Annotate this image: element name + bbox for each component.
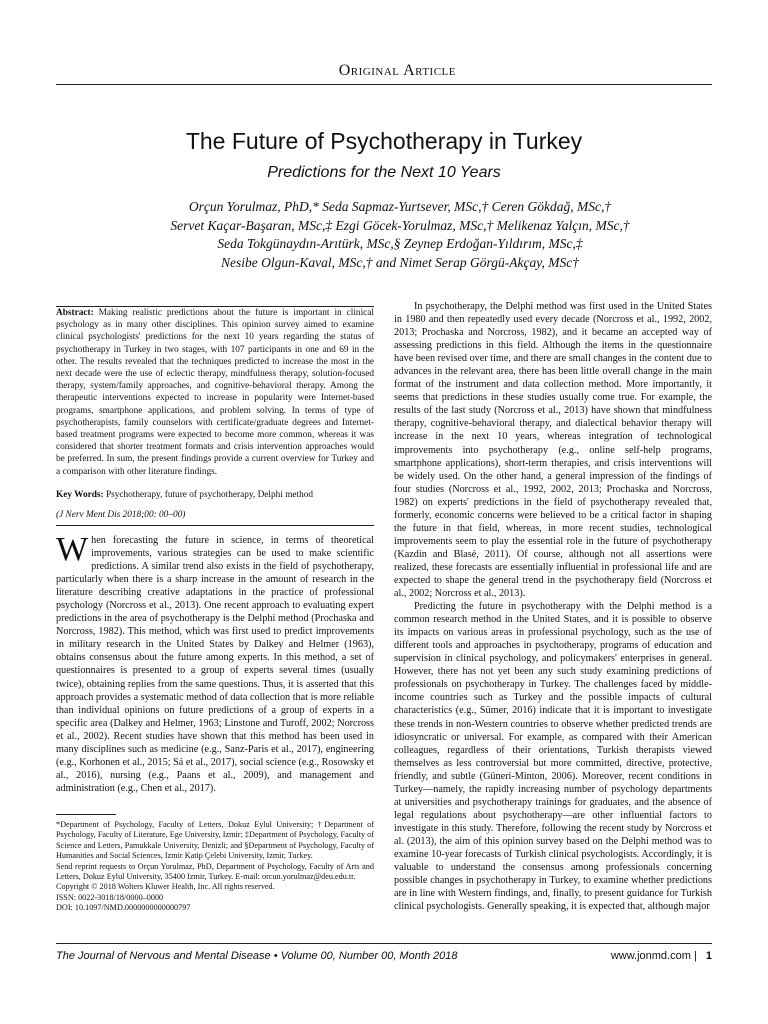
body-paragraph: Predicting the future in psychotherapy with the Delphi method is a common research method in the United States, and it is possible to observe its impacts on various areas in professional psychology, such as the use of different tools and approaches in psychotherapy, programs of education and supervision in clinical psychology, and policymakers' enterprises in general. However, there has not yet been any such study examining predictions of professionals on psychotherapy in Turkey. The challenges faced by middle-income countries such as Turkey and the possible impacts of cultural characteristics (e.g., Sümer, 2016) indicate that it is important to investigate these trends in non-Western countries to observe whether predicted trends are idiosyncratic or universal. For example, as compared with their American colleagues, regardless of their orientations, Turkish therapists viewed themselves as less controversial but more committed, directive, protective, friendly, and subtle (Güneri-Minton, 2006). Moreover, recent conditions in Turkey—namely, the rapidly increasing number of psychology departments at universities and psychotherapy trainings for graduates, and the absence of legal regulations about psychotherapy—are other influential factors to investigate in this study. Therefore, following the recent study by Norcross et al. (2013), the aim of this opinion survey based on the Delphi method was to examine 10-year forecasts of Turkish clinical psychologists. Accordingly, it is valuable to understand the consensus among professionals concerning possible changes in psychotherapy in Turkey, to examine whether predictions are in line with Western findings, and, finally, to present guidance for Turkish clinical psychologists. Generally speaking, it is expected that, although major <box>394 601 712 913</box>
body-left-column <box>56 531 374 795</box>
footer-divider: | <box>693 950 700 962</box>
author-line: Nesibe Olgun-Kaval, MSc,† and Nimet Serap Görgü-Akçay, MSc† <box>221 254 579 270</box>
footnote-issn: ISSN: 0022-3018/18/0000–0000 <box>56 892 164 902</box>
footnote-doi: DOI: 10.1097/NMD.0000000000000797 <box>56 903 191 913</box>
body-paragraph <box>56 531 374 795</box>
abstract-label: Abstract: <box>56 308 94 318</box>
author-line: Servet Kaçar-Başaran, MSc,‡ Ezgi Göcek-Yorulmaz, MSc,† Melikenaz Yalçın, MSc,† <box>170 217 630 233</box>
keywords <box>56 490 374 500</box>
author-line: Seda Tokgünaydın-Arıtürk, MSc,§ Zeynep Erdoğan-Yıldırım, MSc,‡ <box>217 236 583 251</box>
footer-page-info <box>611 950 712 962</box>
footnotes <box>56 820 374 914</box>
body-paragraph: In psychotherapy, the Delphi method was first used in the United States in 1980 and then repeatedly used every decade (Norcross et al., 1992, 2002, 2013; Prochaska and Norcross, 1982), and it became an accepted way of assessing predictions in this field. Although the items in the questionnaire have been revised over time, and there are small changes in the content due to advances in the relevant area, there has been little overall change in the main format of the instrument and data collection method. More importantly, it seems that predictions in these studies usually come true. For example, the results of the last study (Norcross et al., 2013) have shown that mindfulness therapy, cognitive-behavioral therapy, and dialectical behavior therapy will increase in the next 10 years, whereas integration of technological improvements into psychotherapy (e.g., online self-help programs, smartphone applications), short-term therapies, and crisis interventions will be widely used. On the other hand, a general impression of the findings of four studies (Norcross et al., 1992, 2002, 2013; Prochaska and Norcross, 1982) on experts' predictions in the field of psychotherapy revealed that, formerly, economic concerns were believed to be a critical factor in shaping the future in that field, whereas, in more recent studies, technological improvements seem to play the essential role in the future of psychotherapy (Kazdin and Blasé, 2011). Of course, although not all assertions were realized, these forecasts are essentially influential in professional life and are expected to shape the general trend in the psychotherapy field (Norcross et al., 2002; Norcross et al., 2013). <box>394 301 712 600</box>
header-rule <box>56 84 712 85</box>
footer-journal-info <box>56 950 458 962</box>
body-right-column <box>394 300 712 913</box>
footer-journal: The Journal of Nervous and Mental Disease <box>56 950 271 962</box>
page-number: 1 <box>705 950 712 962</box>
author-line: Orçun Yorulmaz, PhD,* Seda Sapmaz-Yurtsever, MSc,† Ceren Gökdağ, MSc,† <box>188 199 612 214</box>
footer-rule <box>56 943 712 944</box>
footnote-rule <box>56 814 116 815</box>
abstract <box>56 307 374 478</box>
keywords-text: Psychotherapy, future of psychotherapy, Delphi method <box>105 490 314 500</box>
footnote-affiliations: *Department of Psychology, Faculty of Letters, Dokuz Eylul University; †Department of Psychology, Faculty of Literature, Ege University, Izmir; ‡Department of Psychology, Faculty of Science and Letters, Pamukkale University, Denizli; and §Department of Psychology, Faculty of Humanities and Social Sciences, Izmir Katip Çelebi University, Izmir, Turkey. <box>56 820 374 861</box>
citation: (J Nerv Ment Dis 2018;00: 00–00) <box>56 510 186 520</box>
section-label: Original Article <box>338 62 456 79</box>
footer-issue: Volume 00, Number 00, Month 2018 <box>280 950 458 962</box>
footer-url[interactable]: www.jonmd.com <box>610 950 691 962</box>
drop-cap: W <box>56 531 89 568</box>
body-text: hen forecasting the future in science, in terms of theoretical improvements, various strategies can be used to make scientific predictions. A similar trend also exists in the field of psychotherapy, particularly when there is a sharp increase in the amount of research in the literature describing creative adaptations in the practice of professional psychology (Norcross et al., 2013). One recent approach to evaluating expert predictions in the area of psychotherapy is the Delphi method (Prochaska and Norcross, 1982). This method, which was first used to predict improvements in military research in the United States by Dalkey and Helmer (1963), obtains consensus about the future among experts. In this method, a set of questionnaires is presented to a group of experts several times (usually twice), obtaining replies from the same questions. Thus, it is asserted that this approach provides a systematic method of data collection that is more reliable than individual opinions on future predictions of a group of experts in a specific area (Dalkey and Helmer, 1963; Linstone and Turoff, 2002; Norcross et al., 2002). Recent studies have shown that this method has been used in many disciplines such as medicine (e.g., Sanz-Paris et al., 2017), engineering (e.g., Korhonen et al., 2015; Sá et al., 2017), social science (e.g., Rosowsky et al., 2016), nursing (e.g., Paans et al., 2009), and management and administration (e.g., Chen et al., 2017). <box>56 535 374 794</box>
abstract-bottom-rule <box>56 525 374 526</box>
article-title: The Future of Psychotherapy in Turkey <box>185 128 583 154</box>
author-list <box>80 198 720 272</box>
footer-separator: • <box>273 950 281 962</box>
footnote-copyright: Copyright © 2018 Wolters Kluwer Health, Inc. All rights reserved. <box>56 882 275 892</box>
footnote-reprints: Send reprint requests to Orçun Yorulmaz, PhD, Department of Psychology, Faculty of Arts and Letters, Dokuz Eylul University, 35400 Izmir, Turkey. E-mail: orcun.yorulmaz@deu.edu.tr. <box>56 861 374 882</box>
keywords-label: Key Words: <box>56 490 104 500</box>
abstract-text: Making realistic predictions about the future is important in clinical psychology as in many other disciplines. This opinion survey aimed to examine clinical psychologists' predictions for the next 10 years regarding the status of psychotherapy in Turkey in two stages, with 107 participants in one and 69 in the other. The results revealed that the techniques predicted to increase the most in the next decade were the use of eclectic therapy, mindfulness therapy, solution-focused therapy, system/family approaches, and cognitive-behavioral therapy. Among the therapeutic interventions expected to increase in popularity were Internet-based programs, smartphone applications, and problem solving. In terms of type of psychotherapists, family counselors with certificate/graduate degrees and Internet-based treatment programs were expected to become more common, whereas it was considered that shorter treatment formats and crisis intervention approaches would be preferred. In sum, the present findings provide a current overview for Turkey and a comparison with other literature findings. <box>56 308 374 477</box>
article-subtitle: Predictions for the Next 10 Years <box>267 164 501 181</box>
